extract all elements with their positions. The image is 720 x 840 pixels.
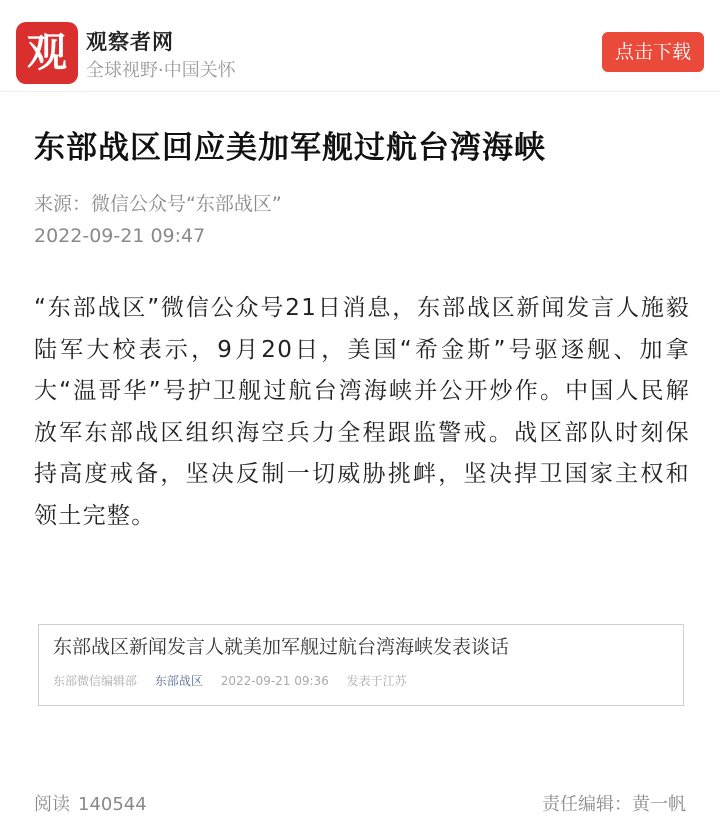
site-slogan: 全球视野·中国关怀 [86, 60, 236, 81]
article-title: 东部战区回应美加军舰过航台湾海峡 [34, 130, 546, 166]
site-name: 观察者网 [86, 30, 174, 54]
app-header [0, 0, 720, 92]
read-count-label: 阅读 [34, 794, 70, 815]
embedded-article-meta [53, 673, 421, 689]
embedded-article-title[interactable]: 东部战区新闻发言人就美加军舰过航台湾海峡发表谈话 [53, 636, 510, 658]
embedded-article-card[interactable] [38, 624, 684, 706]
download-button[interactable]: 点击下载 [602, 32, 704, 72]
article-body: “东部战区”微信公众号21日消息，东部战区新闻发言人施毅陆军大校表示，9月20日，美国“希金斯”号驱逐舰、加拿大“温哥华”号护卫舰过航台湾海峡并公开炒作。中国人民解放军东部战区组织海空兵力全程跟监警戒。战区部队时刻保持高度戒备，坚决反制一切威胁挑衅，坚决捍卫国家主权和领土完整。 [34, 295, 690, 529]
article-source: 来源：微信公众号“东部战区” [34, 193, 282, 215]
embedded-article-author: 东部微信编辑部 [53, 674, 138, 688]
responsible-editor: 责任编辑：黄一帆 [542, 794, 686, 815]
embedded-article-account[interactable]: 东部战区 [154, 674, 203, 688]
article-date: 2022-09-21 09:47 [34, 225, 206, 247]
read-count-value: 140544 [78, 794, 147, 815]
embedded-article-location: 发表于江苏 [346, 674, 407, 688]
read-count [34, 790, 155, 816]
guancha-logo-icon[interactable]: 观 [16, 22, 78, 84]
embedded-article-date: 2022-09-21 09:36 [220, 674, 329, 688]
